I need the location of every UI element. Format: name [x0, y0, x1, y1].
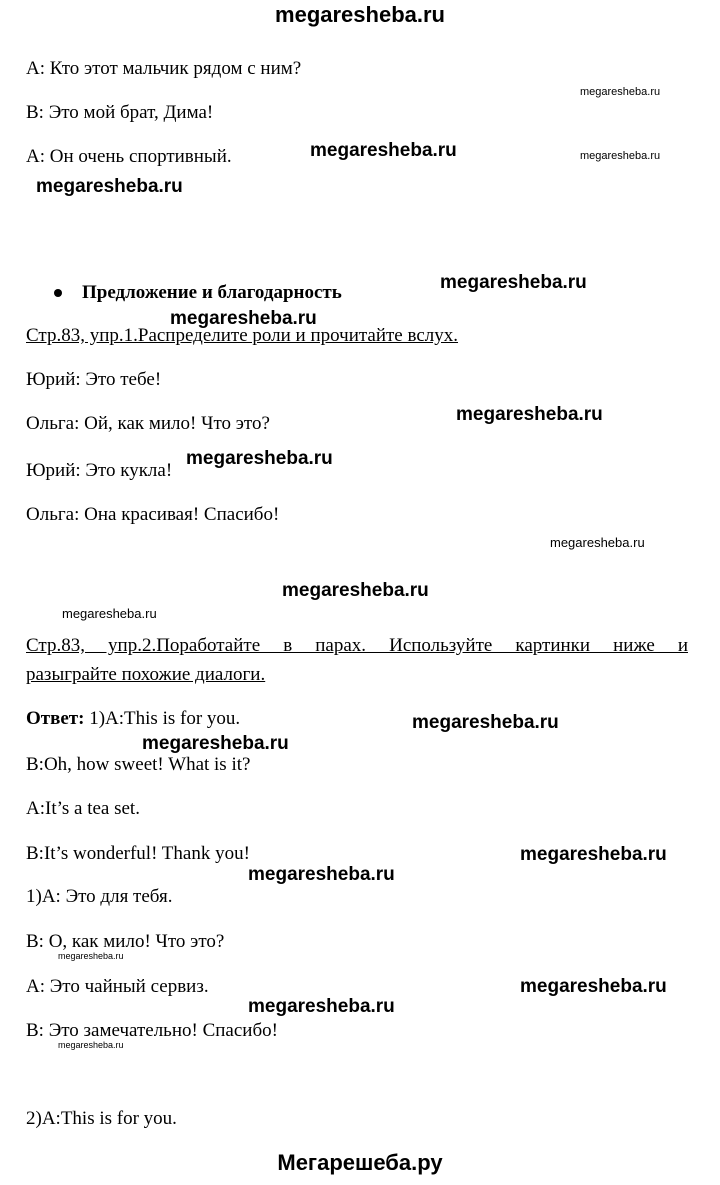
- answer-second-line: 2)A:This is for you.: [26, 1108, 177, 1129]
- exercise-2-heading-line-1: Стр.83, упр.2.Поработайте в парах. Используйте картинки ниже и: [26, 635, 688, 656]
- answer-english-line: A:It’s a tea set.: [26, 798, 140, 819]
- watermark: megaresheba.ru: [248, 864, 395, 885]
- answer-english-line: B:Oh, how sweet! What is it?: [26, 754, 251, 775]
- watermark: megaresheba.ru: [282, 580, 429, 601]
- answer-russian-line: 1)A: Это для тебя.: [26, 886, 173, 907]
- exercise-1-line: Юрий: Это тебе!: [26, 369, 162, 390]
- exercise-1-line: Ольга: Она красивая! Спасибо!: [26, 504, 280, 525]
- exercise-2-heading-line-2: разыграйте похожие диалоги.: [26, 664, 266, 685]
- watermark: megaresheba.ru: [520, 844, 667, 865]
- exercise-1-line: Юрий: Это кукла!: [26, 460, 173, 481]
- section-title: Предложение и благодарность: [82, 282, 342, 303]
- watermark: megaresheba.ru: [248, 996, 395, 1017]
- exercise-1-line: Ольга: Ой, как мило! Что это?: [26, 413, 270, 434]
- watermark-small: megaresheba.ru: [580, 86, 661, 98]
- watermark-small: megaresheba.ru: [580, 150, 661, 162]
- bullet-icon: [54, 289, 62, 297]
- dialog-line: A: Кто этот мальчик рядом с ним?: [26, 58, 302, 79]
- dialog-line: B: Это мой брат, Дима!: [26, 102, 214, 123]
- watermark: megaresheba.ru: [142, 733, 289, 754]
- answer-first-line: 1)A:This is for you.: [84, 708, 241, 729]
- answer-russian-line: B: О, как мило! Что это?: [26, 931, 225, 952]
- watermark: megaresheba.ru: [412, 712, 559, 733]
- header-watermark: megaresheba.ru: [275, 2, 445, 27]
- answer-english-line: B:It’s wonderful! Thank you!: [26, 843, 250, 864]
- footer-watermark: Мегарешеба.ру: [277, 1150, 443, 1175]
- watermark: megaresheba.ru: [310, 140, 457, 161]
- watermark: megaresheba.ru: [186, 448, 333, 469]
- watermark: megaresheba.ru: [456, 404, 603, 425]
- watermark-tiny: megaresheba.ru: [58, 951, 124, 961]
- answer-russian-line: A: Это чайный сервиз.: [26, 976, 209, 997]
- watermark-small: megaresheba.ru: [62, 606, 157, 621]
- watermark: megaresheba.ru: [520, 976, 667, 997]
- exercise-1-heading: Стр.83, упр.1.Распределите роли и прочитайте вслух.: [26, 325, 459, 346]
- answer-russian-line: B: Это замечательно! Спасибо!: [26, 1020, 278, 1041]
- watermark: megaresheba.ru: [440, 272, 587, 293]
- watermark: megaresheba.ru: [170, 308, 317, 329]
- dialog-line: A: Он очень спортивный.: [26, 146, 232, 167]
- watermark-tiny: megaresheba.ru: [58, 1040, 124, 1050]
- answer-label: Ответ:: [26, 708, 85, 729]
- answer-line: [26, 708, 240, 730]
- watermark-small: megaresheba.ru: [550, 535, 645, 550]
- watermark: megaresheba.ru: [36, 176, 183, 197]
